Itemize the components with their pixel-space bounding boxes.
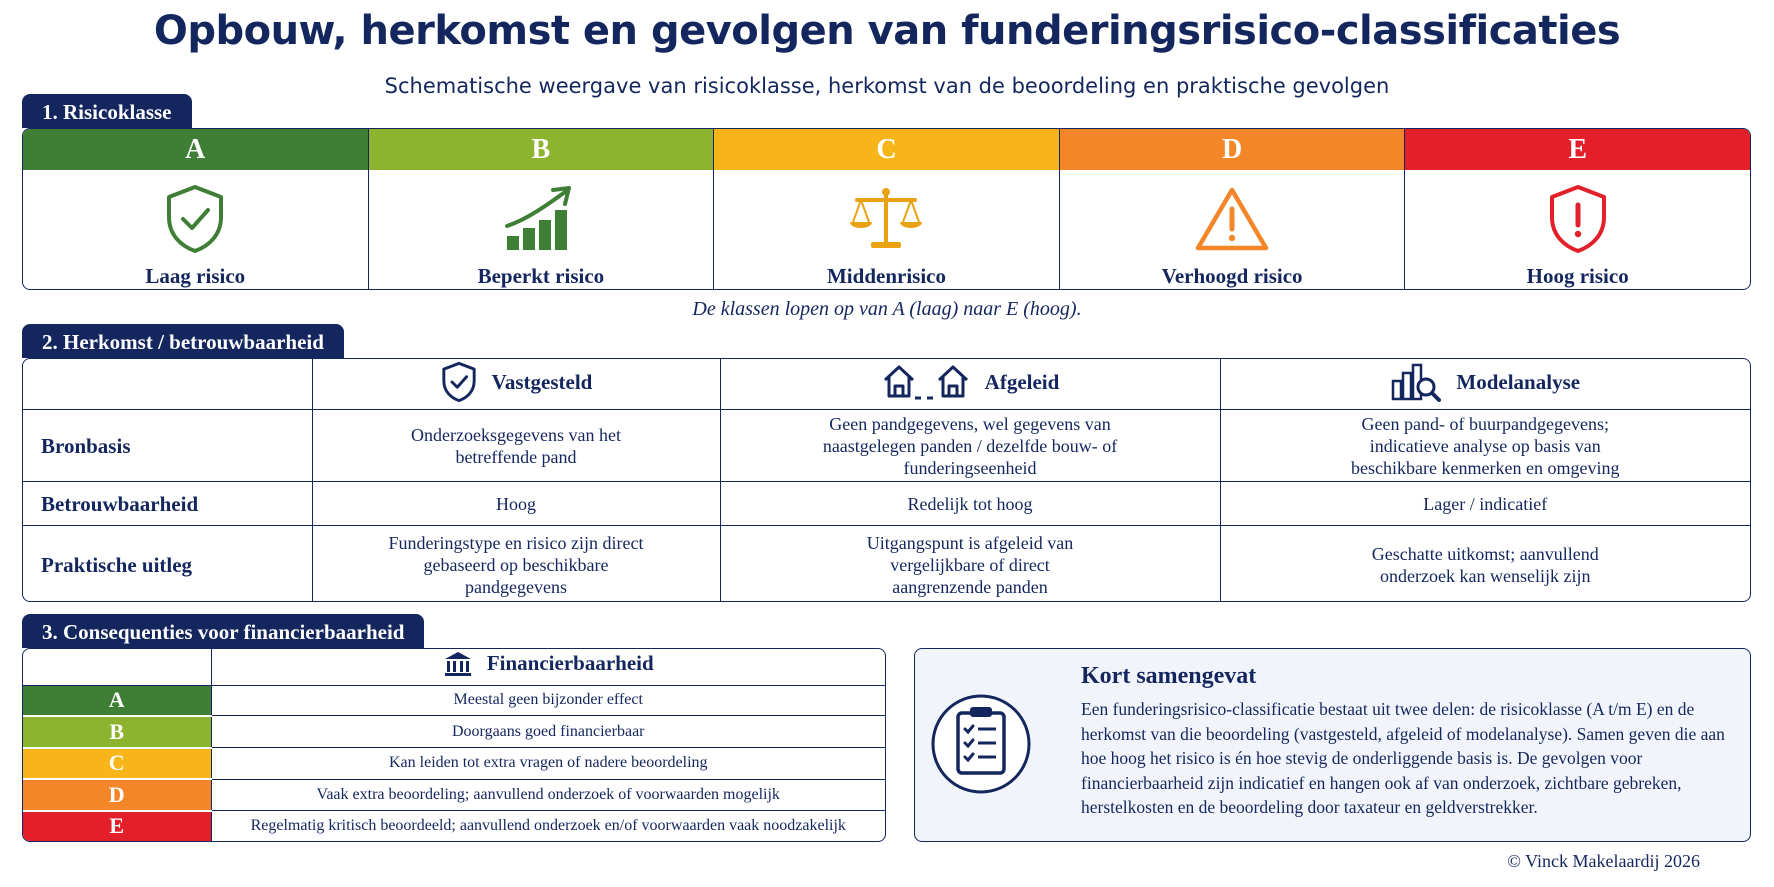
table-cell: Geschatte uitkomst; aanvullend onderzoek kan wenselijk zijn xyxy=(1220,526,1750,603)
financing-text: Meestal geen bijzonder effect xyxy=(211,685,885,716)
row-label: Bronbasis xyxy=(23,410,312,482)
class-letter: C xyxy=(714,129,1059,170)
risk-class-d xyxy=(1060,129,1406,289)
class-scale-note: De klassen lopen op van A (laag) naar E (hoog). xyxy=(692,298,1082,320)
warning-triangle-icon xyxy=(1194,182,1270,256)
class-label: Beperkt risico xyxy=(477,264,605,288)
class-letter: B xyxy=(369,129,714,170)
table-row xyxy=(23,410,1750,482)
financing-text: Doorgaans goed financierbaar xyxy=(211,716,885,748)
section-1-tab: 1. Risicoklasse xyxy=(22,94,192,128)
class-label: Verhoogd risico xyxy=(1161,264,1303,288)
column-modelanalyse xyxy=(1220,359,1750,410)
table-cell: Uitgangspunt is afgeleid van vergelijkbare of direct aangrenzende panden xyxy=(720,526,1220,603)
table-cell: Hoog xyxy=(312,482,720,526)
class-label: Hoog risico xyxy=(1526,264,1629,288)
houses-icon xyxy=(881,362,971,402)
row-label: Betrouwbaarheid xyxy=(23,482,312,526)
risk-class-panel xyxy=(22,128,1751,290)
chart-trend-up-icon xyxy=(503,182,579,256)
financing-text: Regelmatig kritisch beoordeeld; aanvullend onderzoek en/of voorwaarden vaak noodzakelijk xyxy=(250,817,846,835)
table-cell: Redelijk tot hoog xyxy=(720,482,1220,526)
table-row xyxy=(23,482,1750,526)
class-label: Laag risico xyxy=(145,264,246,288)
table-cell: Funderingstype en risico zijn direct gebaseerd op beschikbare pandgegevens xyxy=(312,526,720,603)
column-label: Vastgesteld xyxy=(491,370,593,394)
summary-text: Een funderingsrisico-classificatie bestaat uit twee delen: de risicoklasse (A t/m E) en de herkomst van die beoordeling (vastgesteld, afgeleid of modelanalyse). Samen geven die aan hoe hoog het risico is én hoe stevig de onderliggende basis is. De gevolgen voor financierbaarheid zijn indicatief en hangen ook af van onderzoek, zichtbare gebreken, herstelkosten en de beoordeling door taxateur en geldverstrekker. xyxy=(1081,699,1725,817)
shield-check-icon xyxy=(440,361,478,403)
empty-corner-cell xyxy=(23,359,312,410)
class-letter: E xyxy=(23,811,211,841)
table-row xyxy=(23,748,885,780)
class-letter: E xyxy=(1405,129,1750,170)
risk-class-c xyxy=(714,129,1060,289)
column-label: Modelanalyse xyxy=(1456,370,1581,394)
class-letter: A xyxy=(23,129,368,170)
column-label: Afgeleid xyxy=(984,370,1060,394)
empty-corner-cell xyxy=(23,649,211,685)
table-cell: Geen pand- of buurpandgegevens; indicatieve analyse op basis van beschikbare kenmerken en omgeving xyxy=(1220,410,1750,482)
table-row xyxy=(23,779,885,811)
table-row xyxy=(23,685,885,716)
risk-class-a xyxy=(23,129,369,289)
class-letter: A xyxy=(23,685,211,716)
risk-class-b xyxy=(369,129,715,289)
table-row xyxy=(23,716,885,748)
column-afgeleid xyxy=(720,359,1220,410)
section-2-tab: 2. Herkomst / betrouwbaarheid xyxy=(22,324,344,358)
copyright: © Vinck Makelaardij 2026 xyxy=(1507,851,1700,871)
class-letter: C xyxy=(23,748,211,780)
class-letter: D xyxy=(23,779,211,811)
class-letter: D xyxy=(1060,129,1405,170)
shield-alert-icon xyxy=(1546,182,1610,256)
summary-title: Kort samengevat xyxy=(1081,663,1257,689)
shield-check-icon xyxy=(163,182,227,256)
risk-class-e xyxy=(1405,129,1750,289)
origin-reliability-table xyxy=(22,358,1751,602)
page-subtitle: Schematische weergave van risicoklasse, herkomst van de beoordeling en praktische gevolgen xyxy=(384,74,1390,98)
chart-magnifier-icon xyxy=(1390,361,1442,403)
section-3-tab: 3. Consequenties voor financierbaarheid xyxy=(22,614,424,648)
bank-icon xyxy=(443,650,473,678)
summary-panel xyxy=(914,648,1751,842)
table-cell: Onderzoeksgegevens van het betreffende pand xyxy=(312,410,720,482)
financing-text: Kan leiden tot extra vragen of nadere beoordeling xyxy=(211,748,885,780)
table-cell: Lager / indicatief xyxy=(1220,482,1750,526)
clipboard-checklist-icon xyxy=(931,669,1031,819)
column-vastgesteld xyxy=(312,359,720,410)
row-label: Praktische uitleg xyxy=(23,526,312,603)
financing-header: Financierbaarheid xyxy=(211,649,885,685)
table-row xyxy=(23,526,1750,603)
table-row xyxy=(23,811,885,841)
table-cell: Geen pandgegevens, wel gegevens van naastgelegen panden / dezelfde bouw- of funderingseenheid xyxy=(720,410,1220,482)
class-label: Middenrisico xyxy=(826,264,946,288)
scales-icon xyxy=(847,182,925,256)
financing-text: Vaak extra beoordeling; aanvullend onderzoek of voorwaarden mogelijk xyxy=(211,779,885,811)
financing-consequences-table xyxy=(22,648,886,842)
page-title: Opbouw, herkomst en gevolgen van funderingsrisico-classificaties xyxy=(153,8,1621,54)
class-letter: B xyxy=(23,716,211,748)
